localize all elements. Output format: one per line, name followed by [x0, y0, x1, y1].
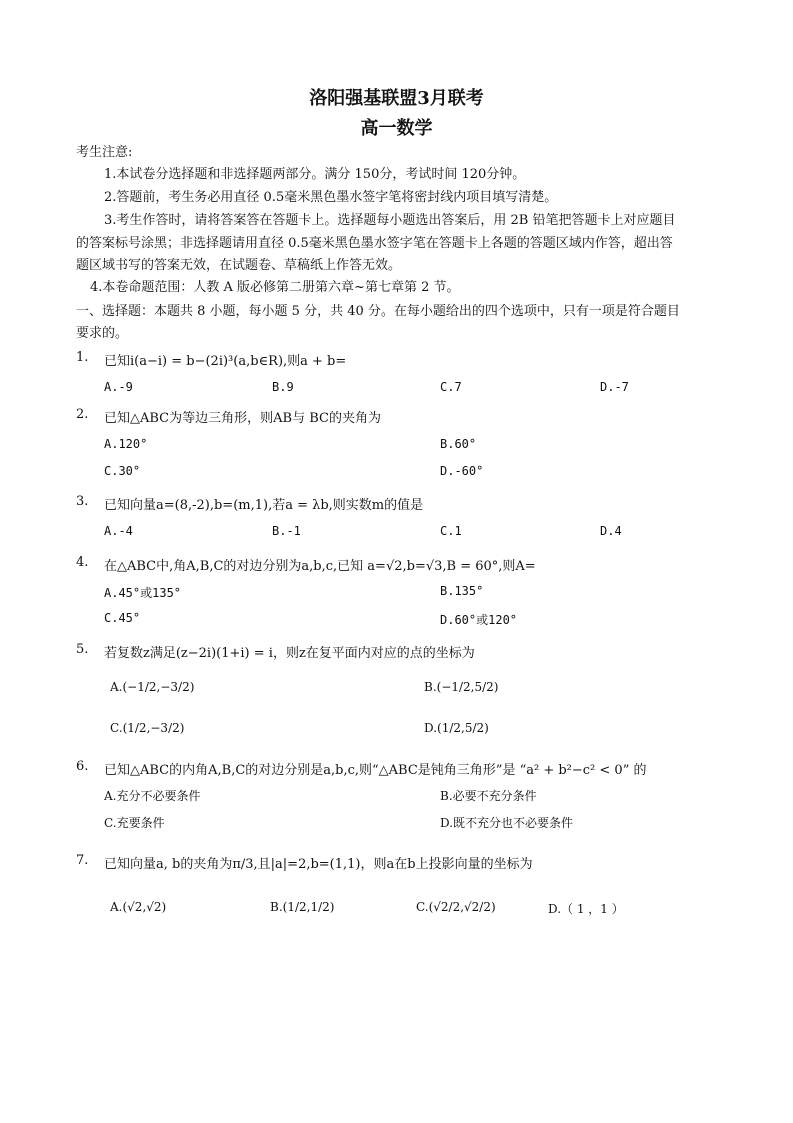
option-b: B.9: [272, 380, 294, 394]
option-d: D.4: [600, 524, 622, 538]
notice-item-3: 3.考生作答时，请将答案答在答题卡上。选择题每小题选出答案后，用 2B 铅笔把答题卡上对应题目: [104, 213, 676, 228]
option-b: B.(1/2,1/2): [270, 900, 335, 914]
option-c: C.45°: [104, 611, 141, 625]
option-a: A.120°: [104, 437, 148, 451]
notice-item-4: 4.本卷命题范围：人教 A 版必修第二册第六章~第七章第 2 节。: [90, 280, 460, 295]
question-stem: 已知△ABC的内角A,B,C的对边分别是a,b,c,则“△ABC是钝角三角形”是 “a² + b²−c² < 0” 的: [104, 763, 647, 778]
option-a: A.45°或135°: [104, 586, 182, 600]
option-d: D.-60°: [440, 464, 484, 478]
option-a: A.充分不必要条件: [104, 789, 201, 803]
option-d: D.-7: [600, 380, 629, 394]
option-c: C.7: [440, 380, 462, 394]
question-stem: 若复数z满足(z−2i)(1+i) = i，则z在复平面内对应的点的坐标为: [104, 646, 475, 661]
option-d: D.60°或120°: [440, 613, 518, 627]
question-stem: 在△ABC中,角A,B,C的对边分别为a,b,c,已知 a=√2,b=√3,B = 60°,则A=: [104, 559, 536, 574]
option-d: D.(1/2,5/2): [424, 721, 489, 735]
question-stem: 已知向量a=(8,-2),b=(m,1),若a = λb,则实数m的值是: [104, 498, 424, 513]
question-number: 6.: [76, 759, 89, 774]
question-number: 1.: [76, 350, 89, 365]
option-a: A.-9: [104, 380, 133, 394]
question-number: 3.: [76, 494, 89, 509]
question-number: 5.: [76, 642, 89, 657]
option-c: C.1: [440, 524, 462, 538]
option-a: A.(−1/2,−3/2): [110, 680, 195, 694]
option-d: D.（ 1 ，1 ）: [548, 902, 624, 916]
option-a: A.-4: [104, 524, 133, 538]
question-stem: 已知△ABC为等边三角形，则AB与 BC的夹角为: [104, 411, 381, 426]
option-d: D.既不充分也不必要条件: [440, 816, 574, 830]
option-b: B.必要不充分条件: [440, 789, 537, 803]
option-c: C.充要条件: [104, 816, 165, 830]
option-b: B.(−1/2,5/2): [424, 680, 499, 694]
option-b: B.135°: [440, 584, 484, 598]
section-heading-line2: 要求的。: [76, 326, 129, 341]
question-number: 7.: [76, 853, 89, 868]
option-c: C.(√2/2,√2/2): [416, 900, 496, 914]
option-b: B.-1: [272, 524, 301, 538]
notice-item-1: 1.本试卷分选择题和非选择题两部分。满分 150分，考试时间 120分钟。: [104, 167, 526, 182]
option-c: C.30°: [104, 464, 141, 478]
question-stem: 已知i(a−i) = b−(2i)³(a,b∈R),则a + b=: [104, 354, 347, 369]
exam-title: 洛阳强基联盟3月联考: [309, 88, 484, 109]
exam-subtitle: 高一数学: [360, 118, 433, 139]
notice-item-3-cont-1: 的答案标号涂黑；非选择题请用直径 0.5毫米黑色墨水签字笔在答题卡上各题的答题区域内作答，超出答: [76, 236, 673, 251]
section-heading-line1: 一、选择题：本题共 8 小题，每小题 5 分，共 40 分。在每小题给出的四个选项中，只有一项是符合题目: [76, 304, 680, 319]
notice-item-2: 2.答题前，考生务必用直径 0.5毫米黑色墨水签字笔将密封线内项目填写清楚。: [104, 190, 558, 205]
option-b: B.60°: [440, 437, 477, 451]
question-stem: 已知向量a, b的夹角为π/3,且|a|=2,b=(1,1)，则a在b上投影向量的坐标为: [104, 857, 533, 872]
question-number: 4.: [76, 555, 89, 570]
question-number: 2.: [76, 407, 89, 422]
option-c: C.(1/2,−3/2): [110, 721, 185, 735]
notice-heading: 考生注意:: [76, 145, 133, 160]
notice-item-3-cont-2: 题区域书写的答案无效，在试题卷、草稿纸上作答无效。: [76, 258, 402, 273]
option-a: A.(√2,√2): [110, 900, 167, 914]
